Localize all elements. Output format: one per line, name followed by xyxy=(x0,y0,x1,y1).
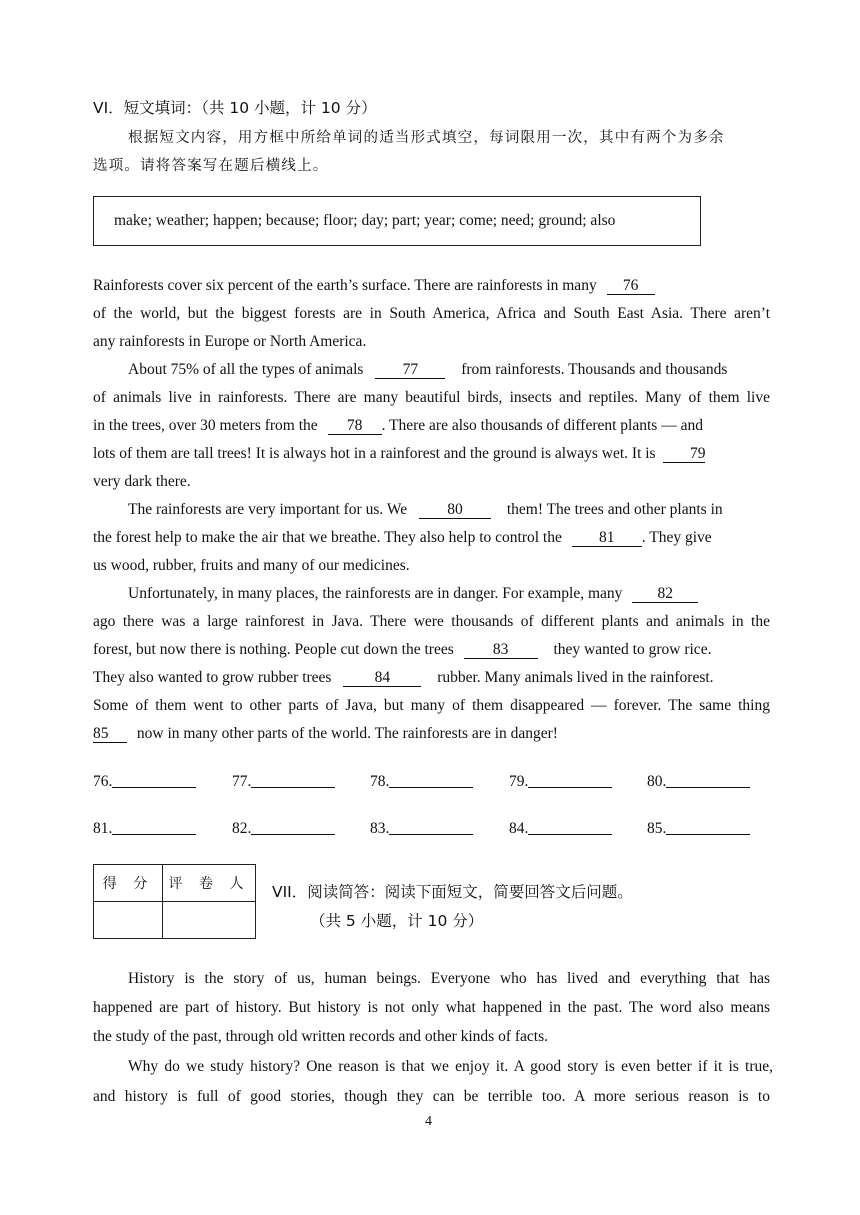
answer-label: 85. xyxy=(647,820,667,837)
s7-p2-line-1: Why do we study history? One reason is that we enjoy it. A good story is even better if it is true, xyxy=(128,1058,773,1075)
answer-label: 80. xyxy=(647,773,667,790)
blank-76: 76 xyxy=(607,277,655,295)
p2-line-3 xyxy=(93,416,703,436)
answer-84[interactable] xyxy=(509,820,528,838)
answer-82[interactable] xyxy=(232,820,251,838)
text: About 75% of all the types of animals xyxy=(128,361,364,378)
answer-label: 76. xyxy=(93,773,113,790)
score-label: 得 分 xyxy=(94,865,163,902)
blank-85: 85 xyxy=(93,725,127,743)
answer-85[interactable] xyxy=(647,820,666,838)
text: lots of them are tall trees! It is always hot in a rainforest and the ground is always wet. It is xyxy=(93,445,656,462)
answer-76[interactable] xyxy=(93,773,112,791)
blank-77: 77 xyxy=(375,361,445,379)
text: they wanted to grow rice. xyxy=(553,641,712,658)
s7-p1-line-1: History is the story of us, human beings. Everyone who has lived and everything that has xyxy=(128,970,770,987)
instruction-line-2: 选项。请将答案写在题后横线上。 xyxy=(93,158,329,174)
answer-label: 79. xyxy=(509,773,529,790)
answer-79[interactable] xyxy=(509,773,528,791)
score-cell[interactable] xyxy=(94,902,163,939)
p1-line-1 xyxy=(93,276,655,296)
answer-label: 82. xyxy=(232,820,252,837)
answer-78[interactable] xyxy=(370,773,389,791)
p3-line-1 xyxy=(128,500,723,520)
text: . They give xyxy=(641,529,712,546)
blank-81: 81 xyxy=(572,529,642,547)
answer-77[interactable] xyxy=(232,773,251,791)
text: Unfortunately, in many places, the rainforests are in danger. For example, many xyxy=(128,585,623,602)
answer-label: 77. xyxy=(232,773,252,790)
text: the forest help to make the air that we breathe. They also help to control the xyxy=(93,529,562,546)
blank-84: 84 xyxy=(343,669,421,687)
s7-p2-line-2: and history is full of good stories, though they can be terrible too. A more serious reason is to xyxy=(93,1088,770,1105)
p1-line-2: of the world, but the biggest forests are in South America, Africa and South East Asia. There aren’t xyxy=(93,305,770,322)
grader-label: 评 卷 人 xyxy=(163,865,256,902)
p4-line-5: Some of them went to other parts of Java, but many of them disappeared — forever. The same thing xyxy=(93,697,770,714)
p1-line-3: any rainforests in Europe or North America. xyxy=(93,333,367,350)
answer-label: 81. xyxy=(93,820,113,837)
p4-line-4 xyxy=(93,668,714,688)
blank-79: 79 xyxy=(663,445,705,463)
section-7-subtitle: （共 5 小题，计 10 分） xyxy=(310,912,484,930)
page-number: 4 xyxy=(425,1114,432,1129)
instruction-line-1: 根据短文内容，用方框中所给单词的适当形式填空，每词限用一次，其中有两个为多余 xyxy=(128,130,725,146)
p4-line-2: ago there was a large rainforest in Java. There were thousands of different plants and animals in the xyxy=(93,613,770,630)
text: now in many other parts of the world. The rainforests are in danger! xyxy=(136,725,558,742)
text: them! The trees and other plants in xyxy=(506,501,723,518)
answer-label: 83. xyxy=(370,820,390,837)
answer-81[interactable] xyxy=(93,820,112,838)
word-box xyxy=(93,196,701,246)
section-7-title: VII．阅读简答：阅读下面短文，简要回答文后问题。 xyxy=(272,883,633,901)
p2-line-5: very dark there. xyxy=(93,473,191,490)
answer-label: 78. xyxy=(370,773,390,790)
blank-80: 80 xyxy=(419,501,491,519)
text: The rainforests are very important for us. We xyxy=(128,501,408,518)
p4-line-1 xyxy=(128,584,698,604)
blank-78: 78 xyxy=(328,417,382,435)
p4-line-3 xyxy=(93,640,711,660)
blank-83: 83 xyxy=(464,641,538,659)
grader-cell[interactable] xyxy=(163,902,256,939)
text: forest, but now there is nothing. People cut down the trees xyxy=(93,641,454,658)
p2-line-4 xyxy=(93,444,705,464)
p3-line-2 xyxy=(93,528,712,548)
p2-line-2: of animals live in rainforests. There are many beautiful birds, insects and reptiles. Many of them live xyxy=(93,389,770,406)
text: They also wanted to grow rubber trees xyxy=(93,669,332,686)
text: . There are also thousands of different plants — and xyxy=(381,417,703,434)
text: Rainforests cover six percent of the earth’s surface. There are rainforests in many xyxy=(93,277,597,294)
p2-line-1 xyxy=(128,360,727,380)
p4-line-6 xyxy=(93,724,558,744)
blank-82: 82 xyxy=(632,585,698,603)
word-list: make; weather; happen; because; floor; day; part; year; come; need; ground; also xyxy=(114,212,616,229)
text: rubber. Many animals lived in the rainforest. xyxy=(437,669,714,686)
text: in the trees, over 30 meters from the xyxy=(93,417,318,434)
s7-p1-line-3: the study of the past, through old written records and other kinds of facts. xyxy=(93,1028,548,1045)
answer-label: 84. xyxy=(509,820,529,837)
s7-p1-line-2: happened are part of history. But history is not only what happened in the past. The word also means xyxy=(93,999,770,1016)
text: from rainforests. Thousands and thousands xyxy=(461,361,728,378)
answer-80[interactable] xyxy=(647,773,666,791)
answer-83[interactable] xyxy=(370,820,389,838)
score-table xyxy=(93,864,256,939)
p3-line-3: us wood, rubber, fruits and many of our medicines. xyxy=(93,557,410,574)
section-6-title: VI．短文填词：（共 10 小题，计 10 分） xyxy=(93,99,377,117)
